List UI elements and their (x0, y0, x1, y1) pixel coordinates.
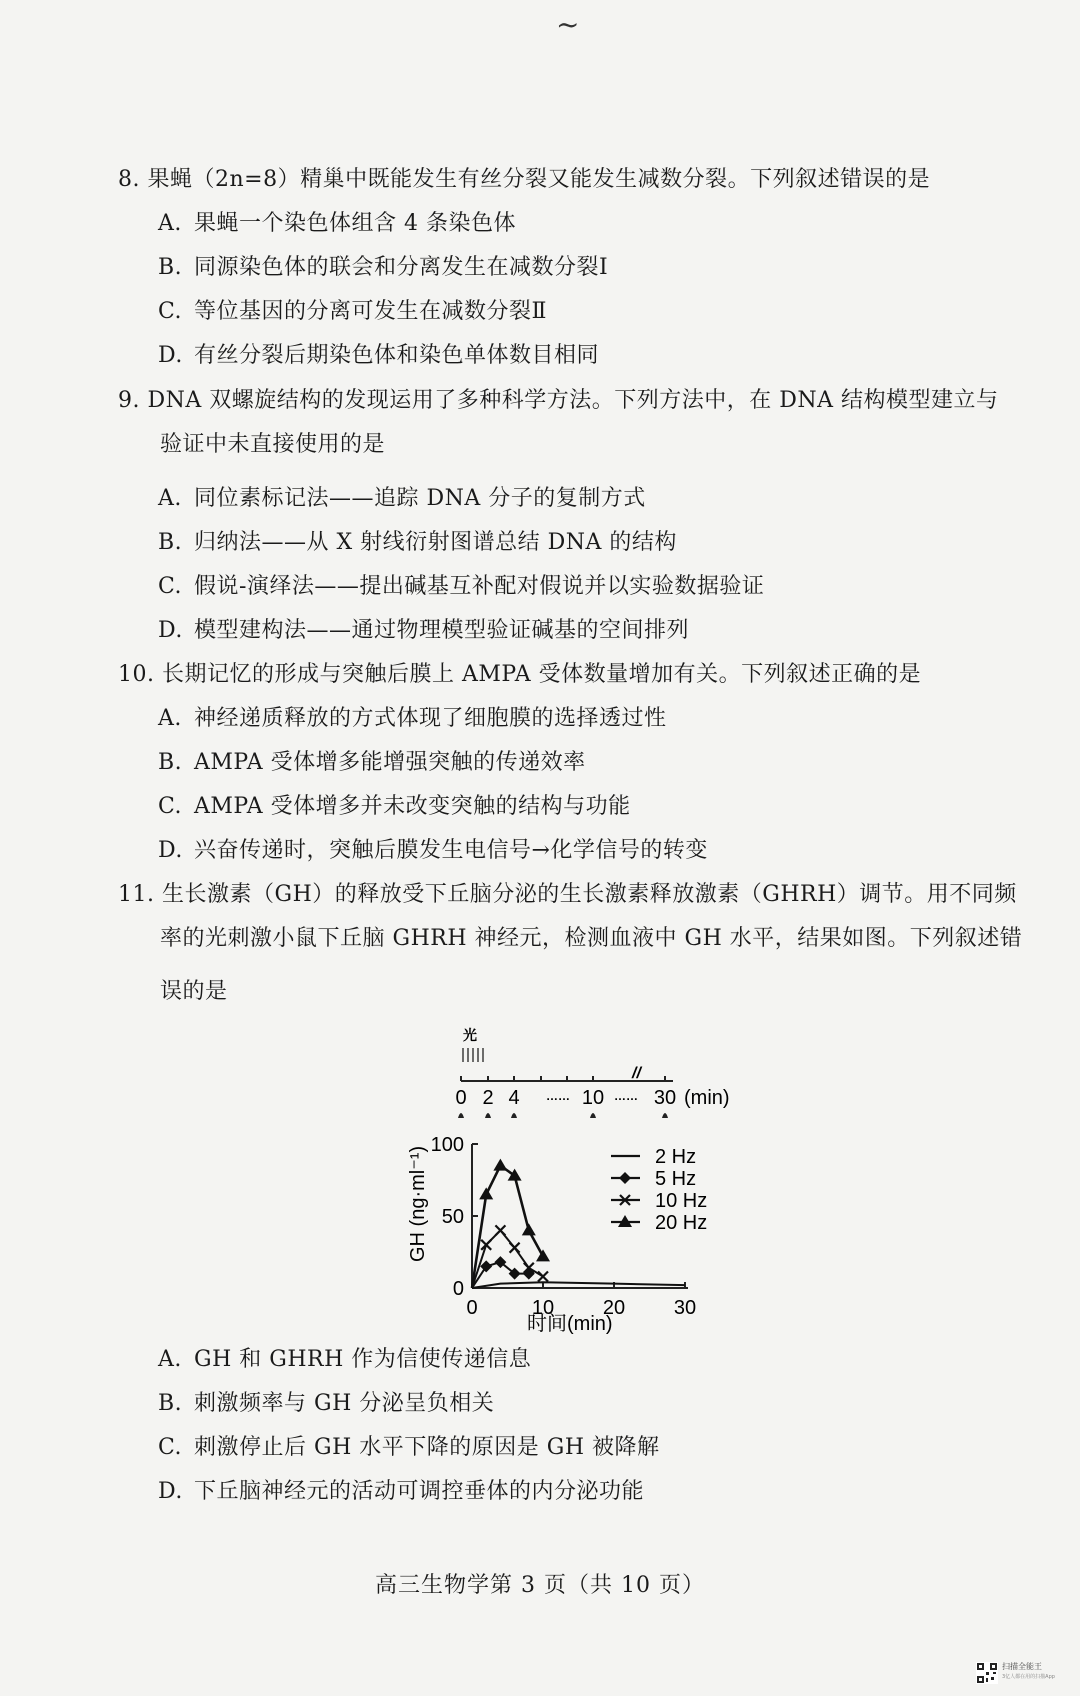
question-text: 长期记忆的形成与突触后膜上 AMPA 受体数量增加有关。下列叙述正确的是 (162, 662, 922, 687)
page-footer: 高三生物学第 3 页（共 10 页） (375, 1573, 705, 1598)
timeline-drop-icon (590, 1113, 596, 1118)
brand-tagline: 3亿人都在用的扫描App (1002, 1674, 1055, 1680)
y-tick-label: 50 (441, 1206, 464, 1228)
series-10hz (472, 1225, 548, 1288)
series-line (472, 1166, 543, 1288)
question-9-stem-cont: 验证中未直接使用的是 (160, 432, 386, 457)
chart-axes (407, 1134, 696, 1335)
series-5hz (472, 1256, 535, 1288)
light-pulse-bars (463, 1048, 483, 1062)
q8-option-c (158, 294, 547, 325)
option-label: C. (158, 1435, 183, 1460)
option-label: B. (158, 1391, 183, 1416)
timeline-break-mark: // (632, 1065, 641, 1082)
option-text: 果蝇一个染色体组含 4 条染色体 (194, 211, 516, 236)
question-number: 11. (118, 882, 155, 907)
q11-option-a (158, 1342, 531, 1373)
legend-label: 20 Hz (655, 1212, 708, 1234)
y-tick-label: 100 (430, 1134, 464, 1156)
q10-option-c (158, 789, 631, 820)
question-number: 10. (118, 662, 155, 687)
data-point-x (538, 1271, 548, 1281)
option-text: 刺激频率与 GH 分泌呈负相关 (194, 1391, 495, 1416)
option-label: A. (158, 211, 182, 236)
question-text: 生长激素（GH）的释放受下丘脑分泌的生长激素释放激素（GHRH）调节。用不同频 (162, 882, 1017, 907)
q11-option-d (158, 1474, 644, 1505)
option-label: D. (158, 618, 183, 643)
timeline-unit: (min) (684, 1087, 730, 1109)
option-text: 刺激停止后 GH 水平下降的原因是 GH 被降解 (194, 1435, 660, 1460)
question-text: 果蝇（2n=8）精巢中既能发生有丝分裂又能发生减数分裂。下列叙述错误的是 (147, 167, 931, 192)
question-number: 9. (118, 388, 140, 413)
q9-option-a (158, 481, 646, 512)
option-label: A. (158, 706, 182, 731)
question-11-stem-cont: 误的是 (160, 979, 228, 1004)
question-text: DNA 双螺旋结构的发现运用了多种科学方法。下列方法中，在 DNA 结构模型建立与 (147, 388, 999, 413)
legend-label: 10 Hz (655, 1190, 708, 1212)
q10-option-b (158, 745, 586, 776)
q8-option-a (158, 206, 516, 237)
q10-option-a (158, 701, 667, 732)
option-label: C. (158, 794, 183, 819)
option-label: D. (158, 1479, 183, 1504)
x-tick-label: 30 (673, 1297, 697, 1319)
data-point-x (524, 1263, 534, 1273)
option-text: 等位基因的分离可发生在减数分裂Ⅱ (194, 299, 547, 324)
option-label: C. (158, 574, 183, 599)
option-text: 兴奋传递时，突触后膜发生电信号→化学信号的转变 (194, 838, 708, 863)
option-text: AMPA 受体增多能增强突触的传递效率 (194, 750, 586, 775)
data-point-x (481, 1240, 491, 1250)
top-mark: ~ (556, 8, 580, 41)
option-label: B. (158, 750, 183, 775)
series-20hz (472, 1159, 550, 1288)
option-label: C. (158, 299, 183, 324)
x-tick-label: 10 (531, 1297, 555, 1319)
x-axis-label: 时间(min) (527, 1313, 613, 1335)
legend-label: 2 Hz (655, 1146, 697, 1168)
data-point-diamond (480, 1260, 492, 1272)
data-point-x (495, 1225, 505, 1235)
option-text: 同源染色体的联会和分离发生在减数分裂Ⅰ (194, 255, 609, 280)
data-point-triangle (536, 1249, 550, 1261)
qr-code-icon (976, 1662, 998, 1684)
data-point-triangle (618, 1215, 632, 1227)
q11-option-b (158, 1386, 494, 1417)
scanner-brand (1002, 1662, 1055, 1682)
chart-series (472, 1159, 685, 1288)
data-point-triangle (508, 1169, 522, 1181)
q8-option-b (158, 250, 608, 281)
y-axis-label: GH (ng·ml⁻¹) (407, 1145, 429, 1262)
timeline-tick-label: 2 (482, 1087, 494, 1109)
timeline-tick-label: 0 (455, 1087, 467, 1109)
question-number: 8. (118, 167, 140, 192)
data-point-triangle (479, 1187, 493, 1199)
option-text: 假说-演绎法——提出碱基互补配对假说并以实验数据验证 (194, 574, 765, 599)
option-text: 有丝分裂后期染色体和染色单体数目相同 (194, 343, 600, 368)
option-text: 神经递质释放的方式体现了细胞膜的选择透过性 (194, 706, 667, 731)
option-label: A. (158, 1347, 182, 1372)
option-label: B. (158, 255, 183, 280)
timeline-drop-icon (485, 1113, 491, 1118)
q8-option-d (158, 338, 599, 369)
q9-option-c (158, 569, 764, 600)
question-11-stem (118, 877, 1017, 908)
y-tick-label: 0 (452, 1278, 464, 1300)
option-text: GH 和 GHRH 作为信使传递信息 (194, 1347, 532, 1372)
timeline-drop-icon (458, 1113, 464, 1118)
data-point-diamond (523, 1268, 535, 1280)
data-point-diamond (494, 1256, 506, 1268)
question-8-stem (118, 162, 930, 193)
data-point-x (620, 1195, 630, 1205)
option-label: D. (158, 343, 183, 368)
chart-legend (611, 1146, 707, 1234)
option-label: A. (158, 486, 182, 511)
data-point-x (510, 1243, 520, 1253)
option-text: 模型建构法——通过物理模型验证碱基的空间排列 (194, 618, 690, 643)
option-label: B. (158, 530, 183, 555)
question-11-stem-cont: 率的光刺激小鼠下丘脑 GHRH 神经元，检测血液中 GH 水平，结果如图。下列叙述错 (160, 926, 1023, 951)
timeline-drop-icon (662, 1113, 668, 1118)
question-10-stem (118, 657, 921, 688)
option-text: 下丘脑神经元的活动可调控垂体的内分泌功能 (194, 1479, 645, 1504)
data-point-diamond (509, 1268, 521, 1280)
series-line (472, 1230, 543, 1288)
timeline-dots: …… (546, 1089, 570, 1103)
series-2hz (472, 1282, 685, 1288)
data-point-triangle (493, 1159, 507, 1171)
light-label: 光 (463, 1027, 477, 1043)
timeline-dots: …… (614, 1089, 638, 1103)
q10-option-d (158, 833, 708, 864)
option-text: AMPA 受体增多并未改变突触的结构与功能 (194, 794, 631, 819)
light-stimulus-timeline (455, 1027, 729, 1118)
timeline-tick-label: 4 (508, 1087, 520, 1109)
data-point-triangle (522, 1223, 536, 1235)
option-label: D. (158, 838, 183, 863)
x-tick-label: 20 (602, 1297, 626, 1319)
x-ticks (466, 1282, 696, 1319)
q9-option-d (158, 613, 689, 644)
x-tick-label: 0 (466, 1297, 478, 1319)
data-point-diamond (619, 1172, 631, 1184)
question-9-stem (118, 383, 999, 414)
series-line (472, 1282, 685, 1288)
legend-label: 5 Hz (655, 1168, 697, 1190)
timeline-tick-label: 30 (653, 1087, 677, 1109)
q11-option-c (158, 1430, 660, 1461)
brand-name: 扫描全能王 (1002, 1662, 1042, 1671)
series-line (472, 1262, 529, 1288)
option-text: 归纳法——从 X 射线衍射图谱总结 DNA 的结构 (194, 530, 677, 555)
y-ticks (431, 1134, 478, 1300)
q9-option-b (158, 525, 677, 556)
timeline-ticks (455, 1076, 676, 1118)
option-text: 同位素标记法——追踪 DNA 分子的复制方式 (194, 486, 646, 511)
timeline-drop-icon (511, 1113, 517, 1118)
timeline-tick-label: 10 (581, 1087, 605, 1109)
